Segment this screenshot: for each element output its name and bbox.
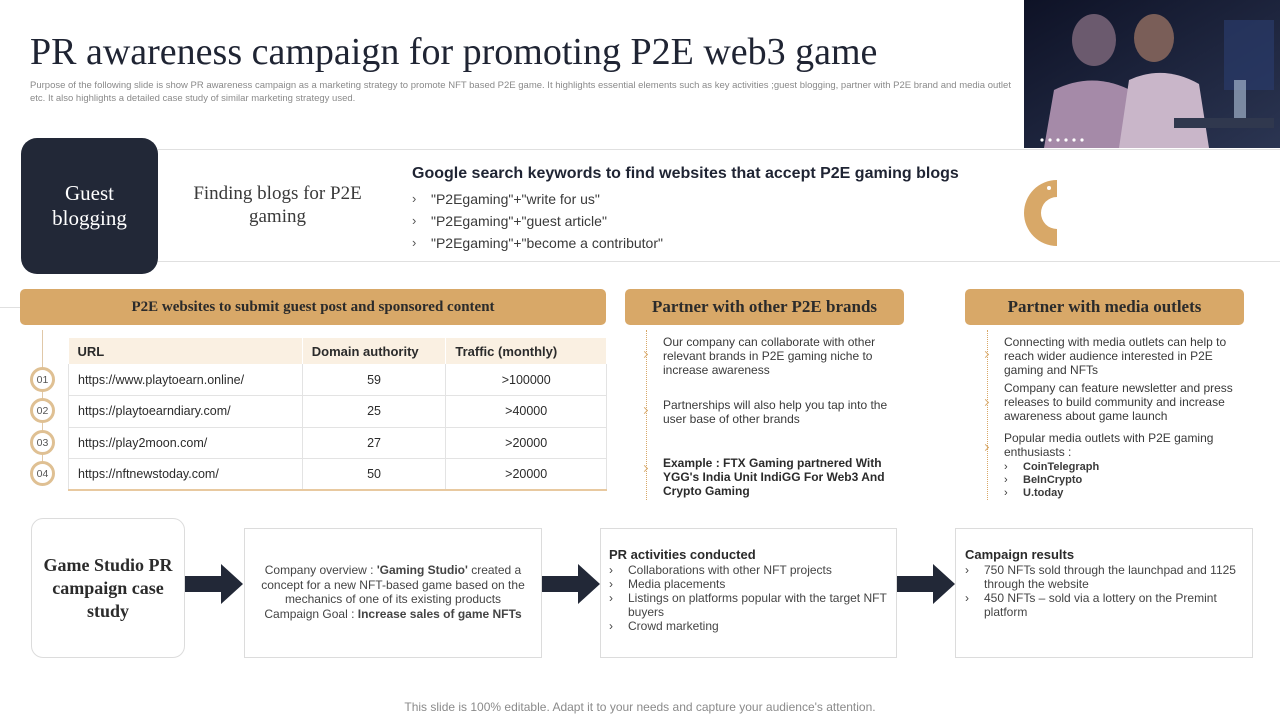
- websites-table: [68, 338, 607, 491]
- table-row: [69, 459, 607, 491]
- list-item: › Media placements: [609, 577, 726, 591]
- traffic-cell: >20000: [446, 459, 607, 491]
- campaign-results-box: [955, 528, 1253, 658]
- media-point: Company can feature newsletter and press releases to build community and increase awareness about game launch: [1004, 381, 1233, 423]
- case-study-box: Game Studio PR campaign case study: [31, 518, 185, 658]
- row-number-badge: 03: [30, 430, 55, 455]
- gamers-photo: [1024, 0, 1280, 148]
- url-cell: https://www.playtoearn.online/: [69, 364, 303, 396]
- left-connector-line: [0, 307, 20, 308]
- media-header: Partner with media outlets: [965, 289, 1244, 325]
- list-item: › 750 NFTs sold through the launchpad and 1125 through the website: [965, 563, 1236, 591]
- brands-point: Partnerships will also help you tap into the user base of other brands: [663, 398, 888, 426]
- keyword-item: › "P2Egaming"+"guest article": [412, 213, 607, 229]
- band-top-line: [158, 149, 1280, 150]
- flow-arrow-icon: [542, 564, 600, 604]
- keyword-item: › "P2Egaming"+"write for us": [412, 191, 600, 207]
- authority-cell: 50: [302, 459, 446, 491]
- media-outlets-list: [1004, 461, 1239, 500]
- footer-note: This slide is 100% editable. Adapt it to your needs and capture your audience's attention.: [404, 700, 876, 714]
- column-header: Traffic (monthly): [446, 338, 607, 364]
- table-row: [69, 364, 607, 396]
- outlet-item: › CoinTelegraph: [1004, 461, 1100, 473]
- list-item: › Listings on platforms popular with the target NFT buyers: [609, 591, 887, 619]
- websites-header: P2E websites to submit guest post and sponsored content: [20, 289, 606, 325]
- table-row: [69, 427, 607, 459]
- finding-blogs-label: Finding blogs for P2E gaming: [193, 183, 362, 227]
- outlet-item: › U.today: [1004, 487, 1064, 499]
- authority-cell: 27: [302, 427, 446, 459]
- traffic-cell: >100000: [446, 364, 607, 396]
- row-number-badge: 04: [30, 461, 55, 486]
- authority-cell: 59: [302, 364, 446, 396]
- url-cell: https://play2moon.com/: [69, 427, 303, 459]
- keywords-list: [412, 188, 663, 254]
- campaign-results-list: [965, 563, 1244, 619]
- brands-point: Our company can collaborate with other relevant brands in P2E gaming niche to increase awareness: [663, 335, 876, 377]
- company-overview-box: Company overview : 'Gaming Studio' created a concept for a new NFT-based game based on the mechanics of one of its existing products Campaign Goal : Increase sales of game NFTs: [244, 528, 542, 658]
- half-ring-icon: [1024, 180, 1090, 246]
- outlet-item: › BeInCrypto: [1004, 474, 1083, 486]
- table-row: [69, 396, 607, 428]
- flow-arrow-icon: [897, 564, 955, 604]
- pr-activities-title: PR activities conducted: [609, 547, 756, 562]
- media-point: Connecting with media outlets can help to reach wider audience interested in P2E gaming and NFTs: [1004, 335, 1227, 377]
- list-item: › Collaborations with other NFT projects: [609, 563, 832, 577]
- brands-example: Example : FTX Gaming partnered With YGG's India Unit IndiGG For Web3 And Crypto Gaming: [663, 456, 885, 498]
- media-outlets-block: [1004, 431, 1239, 500]
- band-bottom-line: [158, 261, 1280, 262]
- flow-arrow-icon: [185, 564, 243, 604]
- list-item: › 450 NFTs – sold via a lottery on the Premint platform: [965, 591, 1217, 619]
- page-title: PR awareness campaign for promoting P2E web3 game: [30, 31, 878, 73]
- brands-header: Partner with other P2E brands: [625, 289, 904, 325]
- url-cell: https://playtoearndiary.com/: [69, 396, 303, 428]
- row-number-badge: 01: [30, 367, 55, 392]
- traffic-cell: >40000: [446, 396, 607, 428]
- campaign-results-title: Campaign results: [965, 547, 1075, 562]
- keywords-title: Google search keywords to find websites that accept P2E gaming blogs: [412, 165, 959, 182]
- guest-blogging-box: Guest blogging: [21, 138, 158, 274]
- keyword-item: › "P2Egaming"+"become a contributor": [412, 235, 663, 251]
- list-item: › Crowd marketing: [609, 619, 719, 633]
- pr-activities-box: [600, 528, 897, 658]
- row-number-badge: 02: [30, 398, 55, 423]
- url-cell: https://nftnewstoday.com/: [69, 459, 303, 491]
- page-subtitle: Purpose of the following slide is show PR awareness campaign as a marketing strategy to promote NFT based P2E game. It highlights essential elements such as key activities ;guest blogging, partner with P2E brand and media outlet etc. It also highlights a detailed case study of similar marketing strategy used.: [30, 80, 1011, 104]
- table-header-row: [69, 338, 607, 364]
- traffic-cell: >20000: [446, 427, 607, 459]
- pr-activities-list: [609, 563, 888, 633]
- column-header: URL: [69, 338, 303, 364]
- authority-cell: 25: [302, 396, 446, 428]
- column-header: Domain authority: [302, 338, 446, 364]
- media-point: Popular media outlets with P2E gaming enthusiasts :: [1004, 431, 1214, 459]
